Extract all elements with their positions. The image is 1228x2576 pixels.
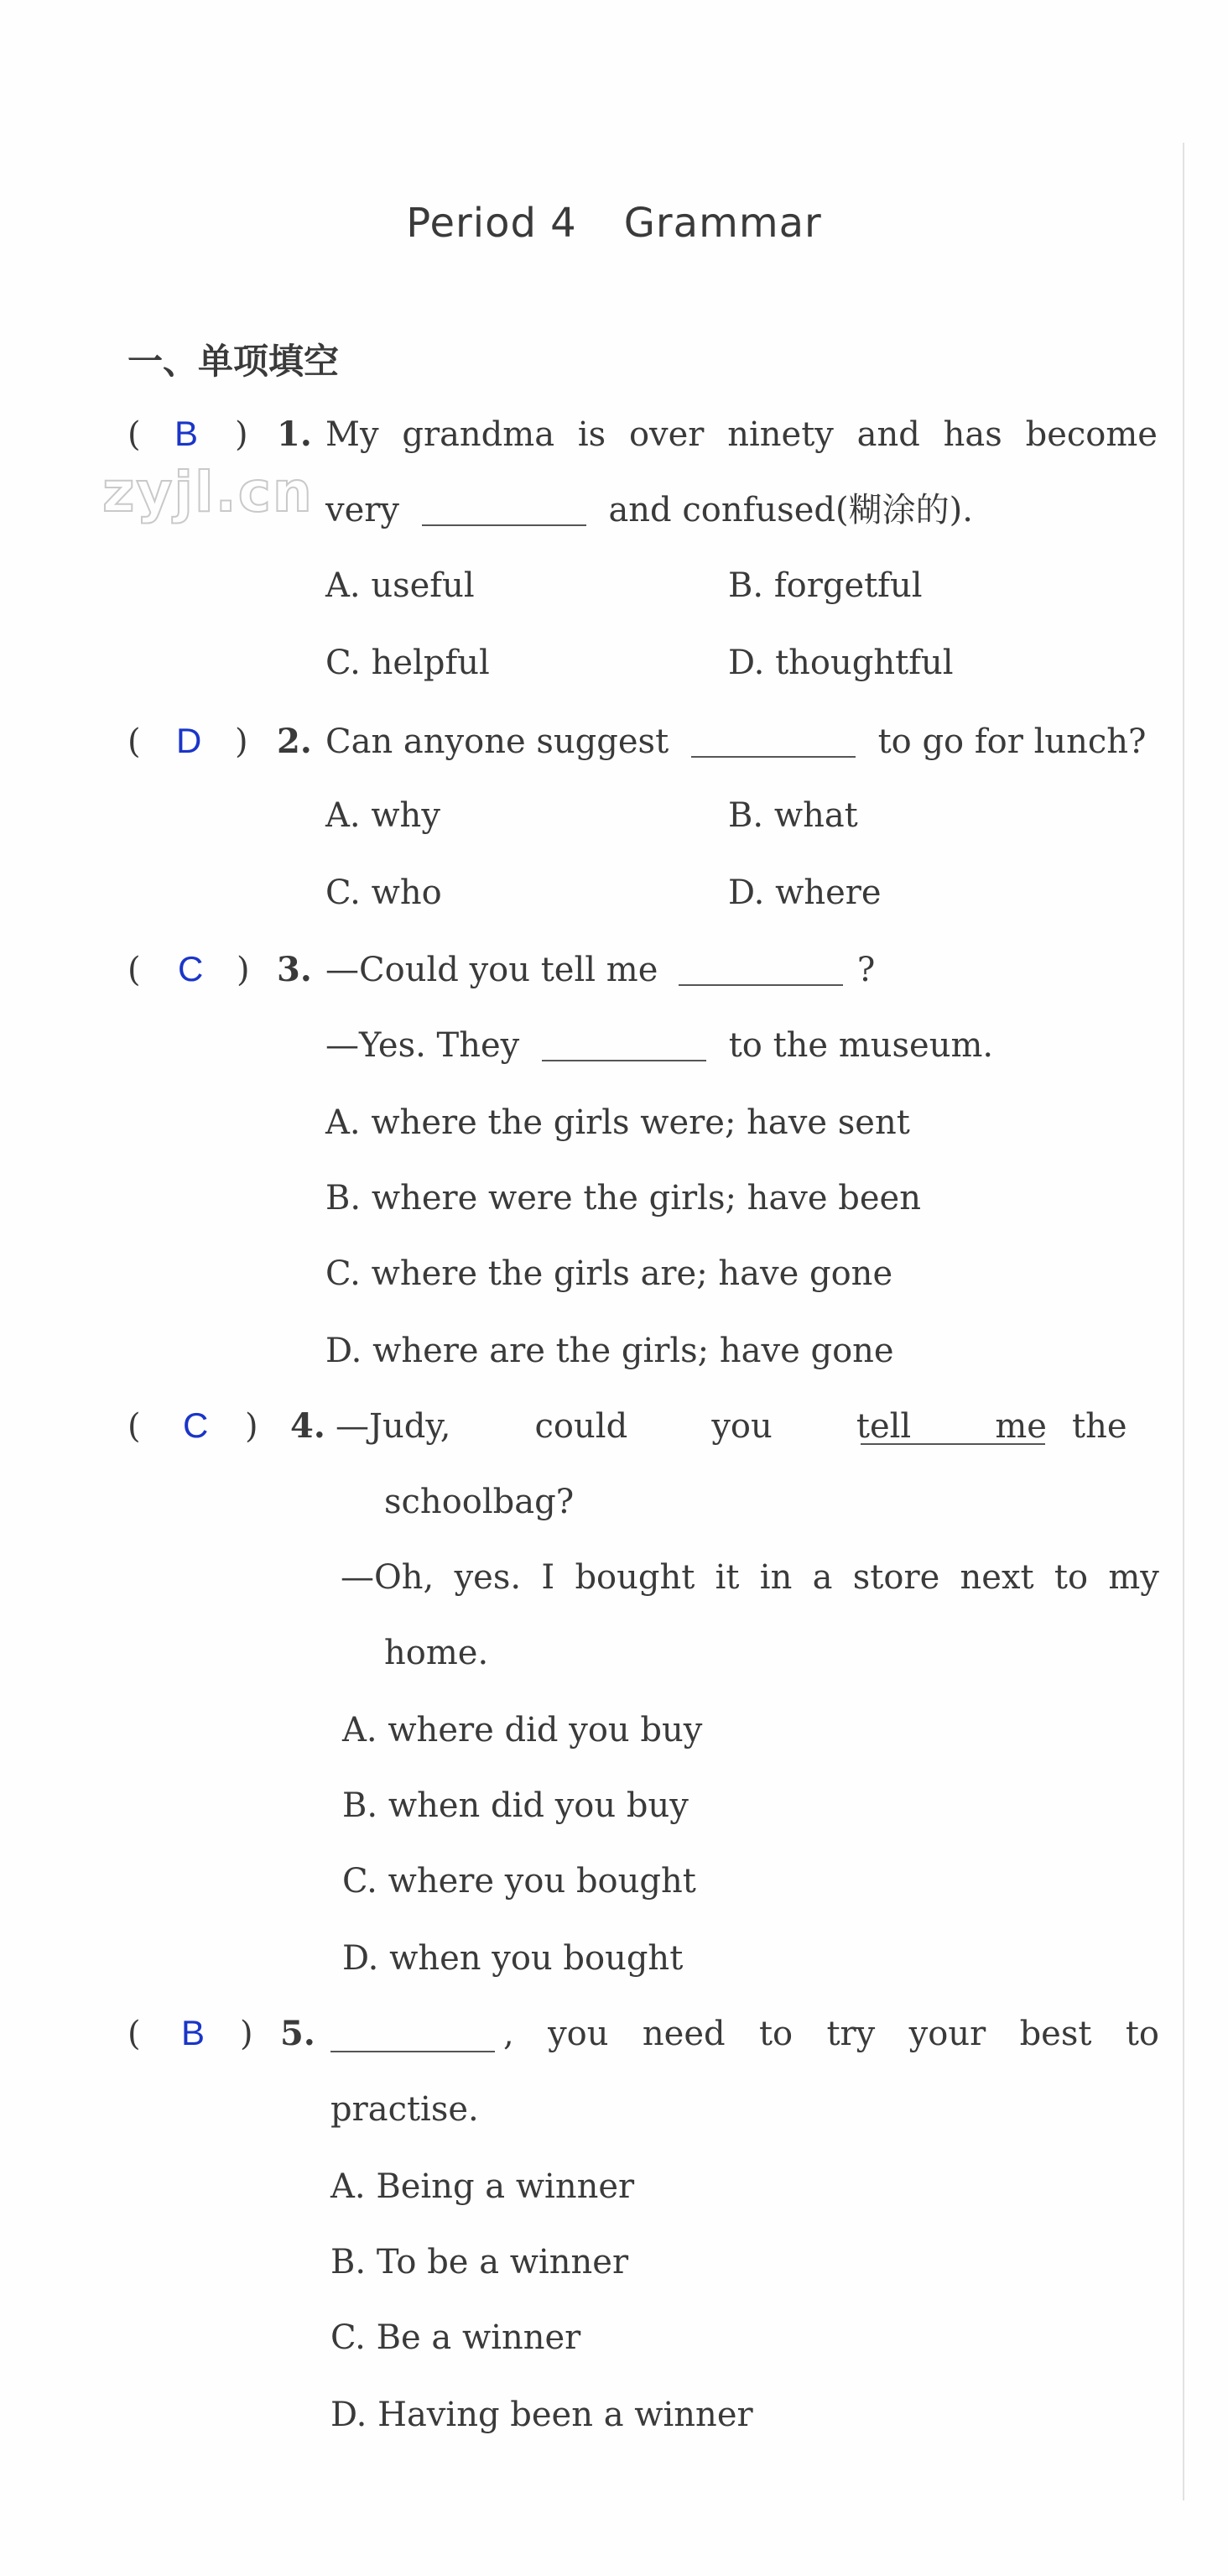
stem-word: ,: [503, 2015, 514, 2053]
stem-word: try: [826, 2015, 876, 2053]
option-c: C. where you bought: [342, 1862, 696, 1901]
option-d: D. thoughtful: [728, 644, 954, 682]
option-c: C. helpful: [325, 644, 490, 682]
option-a: A. where did you buy: [342, 1711, 703, 1749]
question-stem-line: practise.: [330, 2090, 479, 2129]
stem-word: you: [548, 2015, 609, 2053]
stem-text: Can anyone suggest: [325, 722, 669, 761]
option-b: B. forgetful: [728, 566, 923, 605]
answer-bracket-open: (: [127, 1407, 141, 1446]
stem-word: you: [711, 1407, 773, 1446]
stem-word: to: [1054, 1558, 1089, 1597]
question-number: 3.: [277, 950, 312, 989]
question-stem-line: [341, 1558, 1159, 1597]
stem-word: best: [1019, 2015, 1092, 2053]
stem-text: —Yes. They: [325, 1026, 520, 1065]
option-d: D. where are the girls; have gone: [325, 1332, 894, 1370]
stem-word: bought: [575, 1558, 695, 1597]
stem-word: and: [856, 415, 920, 454]
answer-blank: [542, 1030, 706, 1061]
option-a: A. where the girls were; have sent: [325, 1103, 910, 1142]
answer-blank: [691, 726, 856, 758]
stem-text: to the museum.: [728, 1026, 994, 1065]
stem-text: and confused(糊涂的).: [608, 491, 973, 529]
option-d: D. when you bought: [342, 1939, 684, 1978]
stem-word: I: [541, 1558, 555, 1597]
answer-letter: B: [181, 2013, 206, 2052]
answer-bracket-close: ): [235, 415, 248, 454]
stem-word: over: [628, 415, 705, 454]
title-period: Period 4: [406, 200, 577, 247]
section-heading: 一、单项填空: [127, 341, 340, 382]
stem-word: My: [325, 415, 379, 454]
watermark-logo: zyjl.cn: [102, 460, 314, 524]
stem-word: need: [642, 2015, 726, 2053]
page-edge-divider: [1183, 143, 1184, 2500]
stem-word: to: [1125, 2015, 1159, 2053]
question-stem-line: schoolbag?: [384, 1483, 575, 1521]
answer-blank: [422, 494, 586, 526]
option-b: B. To be a winner: [330, 2243, 629, 2281]
option-d: D. Having been a winner: [330, 2396, 753, 2434]
stem-word: it: [715, 1558, 740, 1597]
title-topic: Grammar: [623, 200, 822, 247]
stem-word: could: [534, 1407, 628, 1446]
stem-text: ?: [856, 951, 876, 989]
answer-letter: D: [176, 721, 202, 760]
answer-letter: C: [183, 1405, 209, 1445]
question-number: 5.: [280, 2014, 315, 2053]
stem-word: has: [943, 415, 1002, 454]
option-b: B. where were the girls; have been: [325, 1179, 921, 1218]
option-b: B. when did you buy: [342, 1786, 689, 1825]
stem-word: —Judy,: [336, 1407, 451, 1446]
option-c: C. where the girls are; have gone: [325, 1254, 893, 1293]
option-c: C. who: [325, 873, 442, 912]
stem-word: my: [1108, 1558, 1159, 1597]
stem-text: to go for lunch?: [877, 722, 1147, 761]
stem-word: next: [960, 1558, 1034, 1597]
option-d: D. where: [728, 873, 882, 912]
stem-word: your: [908, 2015, 986, 2053]
question-number: 2.: [277, 722, 312, 761]
stem-word: me: [995, 1407, 1047, 1446]
answer-blank: [330, 2021, 495, 2052]
answer-bracket-open: (: [127, 415, 141, 454]
answer-bracket-close: ): [240, 2015, 253, 2053]
stem-word: yes.: [454, 1558, 522, 1597]
stem-word: store: [852, 1558, 940, 1597]
answer-bracket-close: ): [235, 722, 248, 761]
stem-word: ninety: [727, 415, 834, 454]
stem-word: tell: [856, 1407, 912, 1446]
stem-word: a: [812, 1558, 833, 1597]
question-stem-line: [503, 2017, 1159, 2051]
option-a: A. Being a winner: [330, 2167, 635, 2206]
answer-blank: [679, 954, 843, 986]
stem-text: —Could you tell me: [325, 951, 658, 989]
option-b: B. what: [728, 796, 858, 835]
page-title: [0, 200, 1228, 247]
question-stem-line: [325, 722, 1147, 761]
answer-bracket-open: (: [127, 951, 141, 989]
answer-bracket-open: (: [127, 722, 141, 761]
question-stem-line: home.: [384, 1634, 489, 1672]
stem-text: very: [325, 491, 399, 529]
question-number: 1.: [277, 415, 312, 454]
stem-text: the: [1072, 1407, 1127, 1446]
question-stem-line: [325, 953, 875, 987]
stem-word: —Oh,: [341, 1558, 434, 1597]
answer-blank: [861, 1413, 1045, 1445]
stem-word: become: [1025, 415, 1158, 454]
answer-bracket-close: ): [237, 951, 250, 989]
stem-word: grandma: [402, 415, 555, 454]
option-a: A. useful: [325, 566, 475, 605]
answer-bracket-open: (: [127, 2015, 141, 2053]
stem-word: in: [759, 1558, 793, 1597]
question-stem-line: [325, 415, 1158, 454]
stem-word: is: [577, 415, 606, 454]
answer-letter: C: [178, 949, 204, 988]
answer-letter: B: [174, 414, 199, 453]
question-stem-line: [325, 493, 973, 527]
question-number: 4.: [290, 1406, 325, 1446]
stem-word: to: [758, 2015, 794, 2053]
answer-bracket-close: ): [245, 1407, 258, 1446]
option-a: A. why: [325, 796, 440, 835]
question-stem-line: [325, 1026, 994, 1065]
option-c: C. Be a winner: [330, 2318, 581, 2357]
